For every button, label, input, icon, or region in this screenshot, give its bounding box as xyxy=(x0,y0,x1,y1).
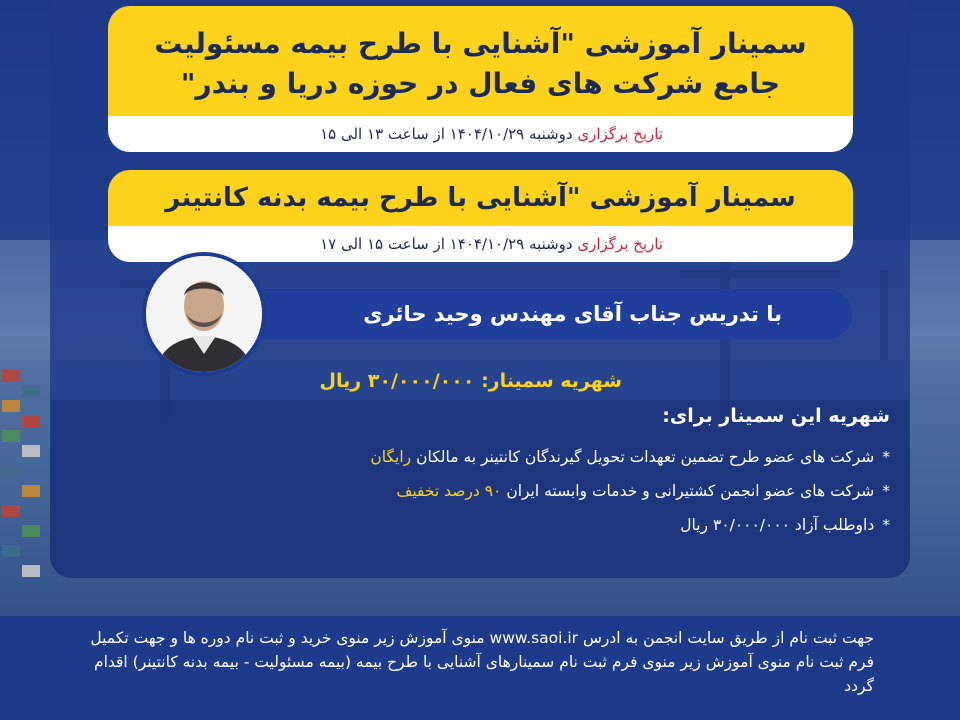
seminar-1-date-card xyxy=(108,116,853,152)
seminar-fee: شهریه سمینار: ۳۰/۰۰۰/۰۰۰ ریال xyxy=(319,370,622,392)
highlight-free: رایگان xyxy=(370,448,412,466)
asterisk-bullet: * xyxy=(882,516,890,534)
instructor-bar xyxy=(220,289,852,339)
highlight-discount: ۹۰ درصد تخفیف xyxy=(396,482,502,500)
fee-list xyxy=(370,440,890,542)
list-item: *شرکت های عضو انجمن کشتیرانی و خدمات وابسته ایران ۹۰ درصد تخفیف xyxy=(396,482,890,500)
seminar-1-title-card xyxy=(108,6,853,116)
asterisk-bullet: * xyxy=(882,482,890,500)
list-item: *داوطلب آزاد ۳۰/۰۰۰/۰۰۰ ریال xyxy=(680,516,890,534)
seminar-2-date-text: دوشنبه ۱۴۰۴/۱۰/۲۹ از ساعت ۱۵ الی ۱۷ xyxy=(320,235,578,253)
instructor-portrait-icon xyxy=(146,256,262,372)
seminar-1-date-label: تاریخ برگزاری xyxy=(577,125,663,143)
seminar-1-date-text: دوشنبه ۱۴۰۴/۱۰/۲۹ از ساعت ۱۳ الی ۱۵ xyxy=(320,125,578,143)
registration-footer xyxy=(0,616,960,720)
asterisk-bullet: * xyxy=(882,448,890,466)
seminar-2-title: سمینار آموزشی "آشنایی با طرح بیمه بدنه کانتینر xyxy=(165,183,796,213)
seminar-2-date-label: تاریخ برگزاری xyxy=(577,235,663,253)
instructor-name: با تدریس جناب آقای مهندس وحید حائری xyxy=(363,302,782,326)
seminar-1-title-line-1: سمینار آموزشی "آشنایی با طرح بیمه مسئولیت xyxy=(154,27,807,60)
fee-section-title: شهریه این سمینار برای: xyxy=(662,405,890,427)
registration-instructions: جهت ثبت نام از طریق سایت انجمن به ادرس www.saoi.ir منوی آموزش زیر منوی خرید و ثبت نام دوره ها و جهت تکمیل فرم ثبت نام منوی آموزش زیر منوی فرم ثبت نام سمینارهای آشنایی با طرح بیمه (بیمه مسئولیت - بیمه بدنه کانتینر) اقدام گردد xyxy=(90,629,874,695)
instructor-photo xyxy=(142,252,266,376)
list-item: *شرکت های عضو طرح تضمین تعهدات تحویل گیرندگان کانتینر به مالکان رایگان xyxy=(370,448,890,466)
seminar-2-title-card xyxy=(108,170,853,226)
seminar-1-title-line-2: جامع شرکت های فعال در حوزه دریا و بندر" xyxy=(180,67,781,100)
